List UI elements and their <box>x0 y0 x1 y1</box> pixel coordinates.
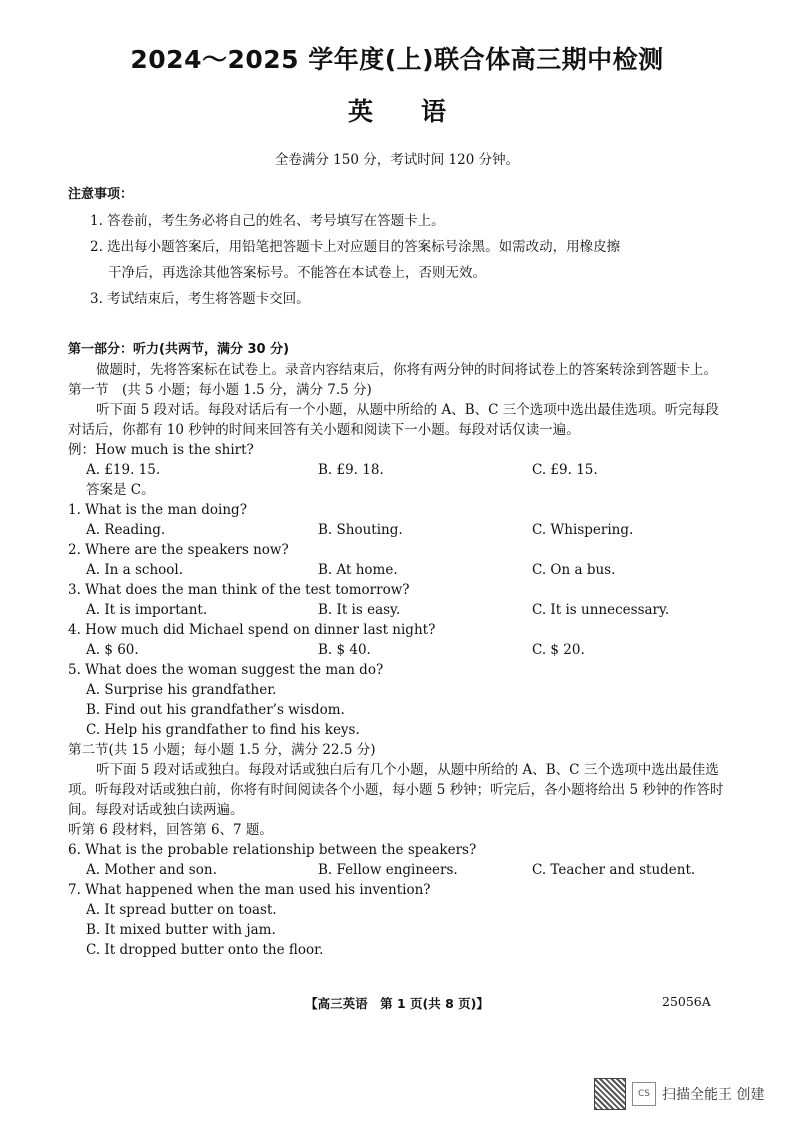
notes-section <box>68 183 728 312</box>
app-logo-icon: CS <box>632 1082 656 1106</box>
question-options <box>68 640 728 660</box>
option-c: C. It dropped butter onto the floor. <box>86 942 324 958</box>
option-c: C. Whispering. <box>532 522 634 538</box>
question: 6. What is the probable relationship between the speakers? <box>68 842 477 858</box>
section1-title: 第一节 (共 5 小题；每小题 1.5 分，满分 7.5 分) <box>68 382 372 398</box>
question-options <box>68 860 728 880</box>
watermark-text: 扫描全能王 创建 <box>662 1087 765 1103</box>
option-c: C. It is unnecessary. <box>532 602 670 618</box>
question-options <box>68 600 728 620</box>
question: 5. What does the woman suggest the man do? <box>68 662 384 678</box>
qr-code-icon <box>594 1078 626 1110</box>
note-item: 2. 选出每小题答案后，用铅笔把答题卡上对应题目的答案标号涂黑。如需改动，用橡皮擦 <box>90 239 621 255</box>
option-c: C. £9. 15. <box>532 462 598 478</box>
option-b: B. $ 40. <box>318 642 371 658</box>
option-a: A. In a school. <box>86 562 184 578</box>
section1-intro: 听下面 5 段对话。每段对话后有一个小题，从题中所给的 A、B、C 三个选项中选出最佳选项。听完每段对话后，你都有 10 秒钟的时间来回答有关小题和阅读下一小题。每段对话仅读一遍。 <box>68 402 719 438</box>
example-question: 例：How much is the shirt? <box>68 442 254 458</box>
part1-title: 第一部分：听力(共两节，满分 30 分) <box>68 342 290 357</box>
option-b: B. It mixed butter with jam. <box>86 922 276 938</box>
section2-intro: 听下面 5 段对话或独白。每段对话或独白后有几个小题，从题中所给的 A、B、C 三个选项中选出最佳选项。听每段对话或独白前，你将有时间阅读各个小题，每小题 5 秒钟；听完后，各小题将给出 5 秒钟的作答时间。每段对话或独白读两遍。 <box>68 762 724 818</box>
option-c: C. Teacher and student. <box>532 862 696 878</box>
option-a: A. $ 60. <box>86 642 139 658</box>
exam-code: 25056A <box>662 994 711 1009</box>
subject-title: 英语 <box>347 97 494 126</box>
option-a: A. Surprise his grandfather. <box>86 682 277 698</box>
option-b: B. £9. 18. <box>318 462 384 478</box>
option-c: C. $ 20. <box>532 642 585 658</box>
option-a: A. Mother and son. <box>86 862 217 878</box>
material-instruction: 听第 6 段材料，回答第 6、7 题。 <box>68 822 273 838</box>
question: 4. How much did Michael spend on dinner last night? <box>68 622 436 638</box>
example-answer: 答案是 C。 <box>86 482 155 498</box>
option-b: B. At home. <box>318 562 398 578</box>
option-a: A. £19. 15. <box>86 462 161 478</box>
note-item: 1. 答卷前，考生务必将自己的姓名、考号填写在答题卡上。 <box>90 213 445 229</box>
question: 2. Where are the speakers now? <box>68 542 289 558</box>
option-a: A. It is important. <box>86 602 208 618</box>
exam-title: 2024～2025 学年度(上)联合体高三期中检测 <box>130 45 664 74</box>
question: 3. What does the man think of the test tomorrow? <box>68 582 410 598</box>
question-options <box>68 520 728 540</box>
option-c: C. Help his grandfather to find his keys. <box>86 722 360 738</box>
question: 7. What happened when the man used his invention? <box>68 882 431 898</box>
option-c: C. On a bus. <box>532 562 616 578</box>
listening-part <box>68 340 728 960</box>
option-b: B. It is easy. <box>318 602 401 618</box>
question: 1. What is the man doing? <box>68 502 247 518</box>
part1-intro: 做题时，先将答案标在试卷上。录音内容结束后，你将有两分钟的时间将试卷上的答案转涂到答题卡上。 <box>96 362 717 378</box>
option-b: B. Shouting. <box>318 522 403 538</box>
question-options <box>68 560 728 580</box>
note-item-continued: 干净后，再选涂其他答案标号。不能答在本试卷上，否则无效。 <box>108 265 486 281</box>
note-item: 3. 考试结束后，考生将答题卡交回。 <box>90 291 310 307</box>
scanner-watermark <box>594 1078 764 1110</box>
section2-title: 第二节(共 15 小题；每小题 1.5 分，满分 22.5 分) <box>68 742 376 758</box>
option-a: A. It spread butter on toast. <box>86 902 277 918</box>
option-b: B. Find out his grandfather’s wisdom. <box>86 702 345 718</box>
option-a: A. Reading. <box>86 522 166 538</box>
score-info: 全卷满分 150 分，考试时间 120 分钟。 <box>274 152 520 168</box>
notes-title: 注意事项： <box>68 187 134 202</box>
page-footer: 【高三英语 第 1 页(共 8 页)】 <box>305 996 489 1011</box>
option-b: B. Fellow engineers. <box>318 862 458 878</box>
example-options <box>68 460 728 480</box>
